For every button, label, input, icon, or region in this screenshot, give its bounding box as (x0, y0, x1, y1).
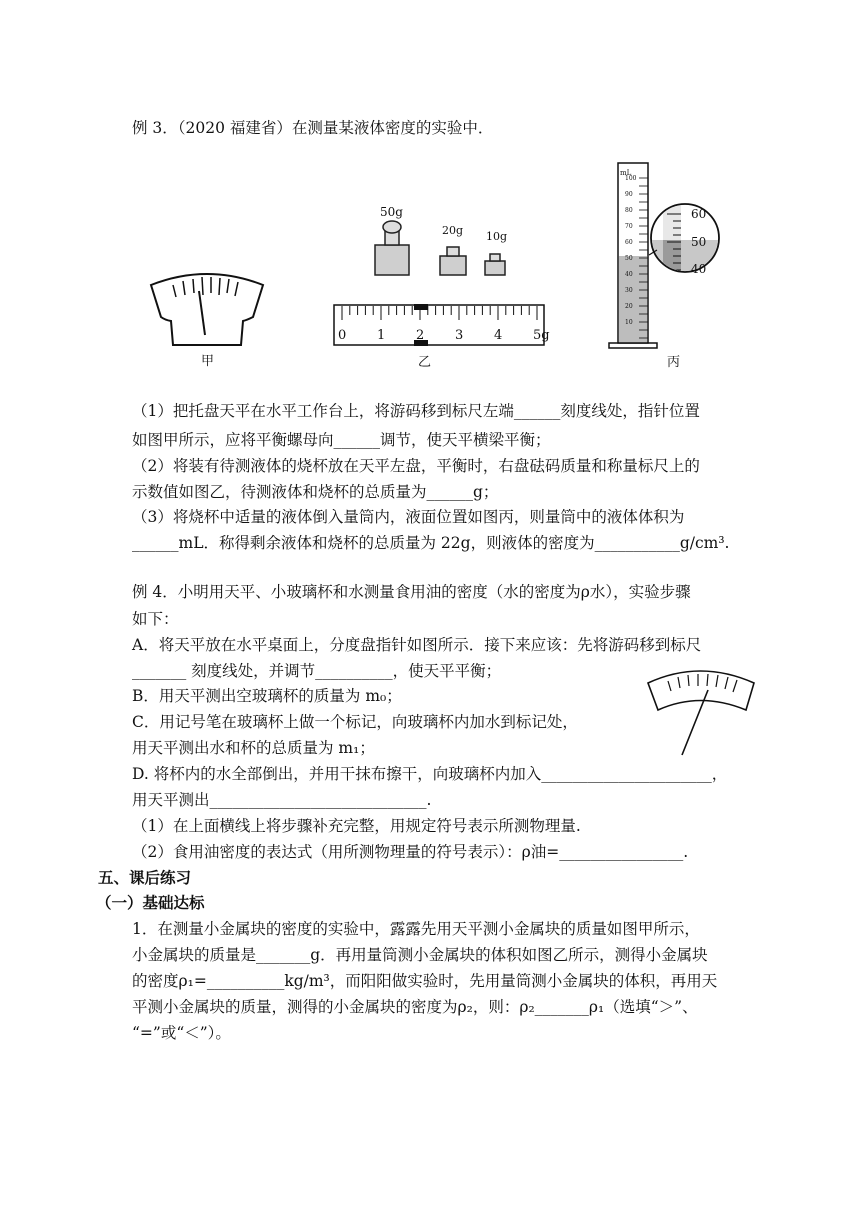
cylinder-number: 90 (625, 191, 633, 198)
weight-20g (440, 256, 466, 275)
ruler-number: 2 (416, 328, 425, 343)
step-a-line1: A．将天平放在水平桌面上，分度盘指针如图所示．接下来应该：先将游码移到标尺 (132, 636, 702, 654)
label-bing: 丙 (667, 355, 681, 370)
weights-ruler-figure-yi (330, 200, 550, 370)
cylinder-figure-bing (605, 158, 720, 373)
problem1-line5: “=”或“＜”）。 (132, 1024, 231, 1042)
cylinder-number: 80 (625, 207, 633, 214)
cylinder-unit: mL (620, 169, 632, 177)
q1-line2: 如图甲所示，应将平衡螺母向______调节，使天平横梁平衡； (132, 431, 551, 449)
problem1-line2: 小金属块的质量是_______g．再用量筒测小金属块的体积如图乙所示，测得小金属块 (132, 946, 708, 964)
q1-line1: （1）把托盘天平在水平工作台上，将游码移到标尺左端______刻度线处，指针位置 (132, 402, 700, 420)
cylinder-number: 30 (625, 287, 633, 294)
dial-figure-ex4 (640, 665, 765, 760)
cylinder-number: 70 (625, 223, 633, 230)
q3-line1: （3）将烧杯中适量的液体倒入量筒内，液面位置如图丙，则量筒中的液体体积为 (132, 508, 685, 526)
q3-line2: ______mL．称得剩余液体和烧杯的总质量为 22g，则液体的密度为___________g/cm³. (132, 534, 730, 552)
example3-title: 例 3．（2020 福建省）在测量某液体密度的实验中． (132, 119, 494, 137)
example4-line2: 如下： (132, 610, 179, 628)
dial-figure-jia (143, 265, 273, 375)
label-jia: 甲 (201, 354, 215, 369)
step-c-line1: C．用记号笔在玻璃杯上做一个标记，向玻璃杯内加水到标记处， (132, 713, 578, 731)
zoom-40: 40 (691, 262, 707, 276)
label-yi: 乙 (418, 355, 432, 370)
sub-question-1: （1）在上面横线上将步骤补充完整，用规定符号表示所测物理量. (132, 817, 581, 835)
rider-top (414, 304, 428, 310)
cylinder-number: 10 (625, 319, 633, 326)
dial-pointer (682, 690, 708, 755)
cylinder-number: 20 (625, 303, 633, 310)
q2-line1: （2）将装有待测液体的烧杯放在天平左盘，平衡时，右盘砝码质量和称量标尺上的 (132, 457, 700, 475)
weight-50g (375, 245, 409, 275)
zoom-50: 50 (691, 235, 707, 249)
q2-line2: 示数值如图乙，待测液体和烧杯的总质量为______g； (132, 483, 499, 501)
sub-question-2: （2）食用油密度的表达式（用所测物理量的符号表示）：ρ油=________________. (132, 843, 689, 861)
cylinder-number: 60 (625, 239, 633, 246)
cylinder-number: 100 (625, 175, 637, 182)
ruler-number: 3 (455, 328, 464, 343)
ruler-number: 5g (533, 328, 550, 343)
cylinder-number: 50 (625, 255, 633, 262)
step-d-line1: D. 将杯内的水全部倒出，并用干抹布擦干，向玻璃杯内加入______________________， (132, 765, 728, 783)
weight-10g (485, 261, 505, 275)
example4-line1: 例 4．小明用天平、小玻璃杯和水测量食用油的密度（水的密度为ρ水），实验步骤 (132, 583, 691, 601)
step-d-line2: 用天平测出____________________________. (132, 791, 432, 809)
step-a-line2: _______ 刻度线处，并调节__________，使天平平衡； (132, 662, 502, 680)
problem1-line1: 1．在测量小金属块的密度的实验中，露露先用天平测小金属块的质量如图甲所示， (132, 920, 700, 938)
ruler-number: 4 (494, 328, 503, 343)
zoom-60: 60 (691, 207, 707, 221)
ruler-number: 1 (377, 328, 386, 343)
section-title: 五、课后练习 (98, 869, 192, 887)
ruler-number: 0 (338, 328, 347, 343)
weight-50g-label: 50g (380, 205, 403, 219)
weight-20g-label: 20g (442, 224, 464, 237)
section-subtitle: （一）基础达标 (96, 894, 205, 912)
weight-10g-label: 10g (486, 230, 508, 243)
problem1-line4: 平测小金属块的质量，测得的小金属块的密度为ρ₂，则：ρ₂_______ρ₁（选填“＞”、 (132, 998, 698, 1016)
cylinder-number: 40 (625, 271, 633, 278)
problem1-line3: 的密度ρ₁=__________kg/m³，而阳阳做实验时，先用量筒测小金属块的体积，再用天 (132, 972, 718, 990)
step-b: B．用天平测出空玻璃杯的质量为 m₀； (132, 687, 402, 705)
step-c-line2: 用天平测出水和杯的总质量为 m₁； (132, 739, 375, 757)
